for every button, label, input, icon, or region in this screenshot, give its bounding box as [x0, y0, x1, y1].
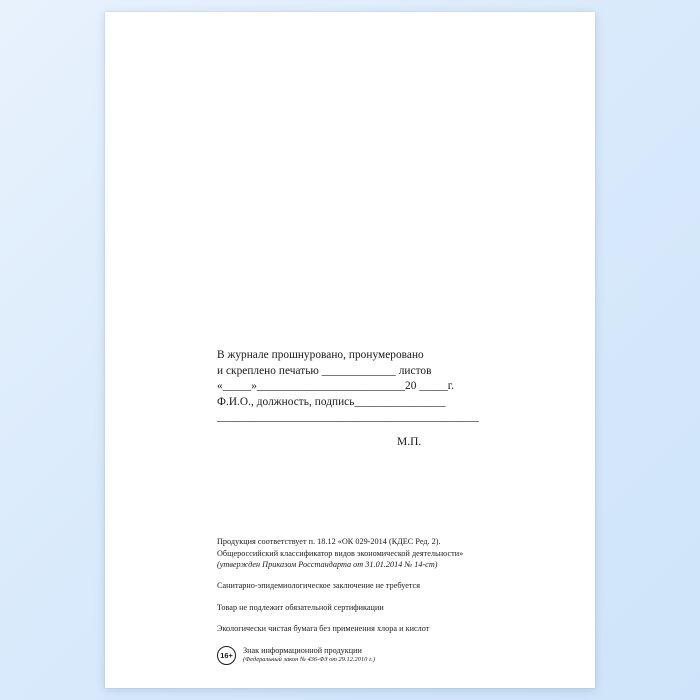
- legal-line-5: Товар не подлежит обязательной сертификации: [217, 602, 384, 612]
- legal-line-4: Санитарно-эпидемиологическое заключение не требуется: [217, 580, 421, 590]
- page-content: [105, 12, 595, 688]
- age-rating-row: [217, 646, 557, 665]
- legal-footer: [217, 536, 557, 665]
- age-rating-law: (Федеральный закон № 436-ФЗ от 29.12.2010 г.): [243, 656, 376, 664]
- certification-line-1: В журнале прошнуровано, пронумеровано: [217, 349, 424, 361]
- certification-line-5: ________________________________________________: [217, 411, 479, 424]
- age-rating-badge-icon: 16+: [217, 646, 236, 665]
- certification-block: [217, 348, 547, 426]
- legal-line-1: Продукция соответствует п. 18.12 «ОК 029-2014 (КДЕС Ред. 2).: [217, 537, 441, 546]
- legal-line-2: Общероссийский классификатор видов экономической деятельности»: [217, 548, 464, 558]
- seal-mark: М.П.: [397, 436, 422, 448]
- legal-line-3: (утвержден Приказом Росстандарта от 31.01.2014 № 14-ст): [217, 560, 438, 570]
- age-rating-label: Знак информационной продукции: [243, 646, 362, 656]
- legal-line-6: Экологически чистая бумага без применения хлора и кислот: [217, 624, 430, 634]
- certification-line-2: и скреплено печатью _____________ листов: [217, 364, 432, 377]
- certification-line-4: Ф.И.О., должность, подпись________________: [217, 395, 446, 408]
- certification-line-3: «_____»__________________________20 _____г.: [217, 380, 455, 393]
- document-page: [105, 12, 595, 688]
- age-rating-text: [243, 646, 375, 665]
